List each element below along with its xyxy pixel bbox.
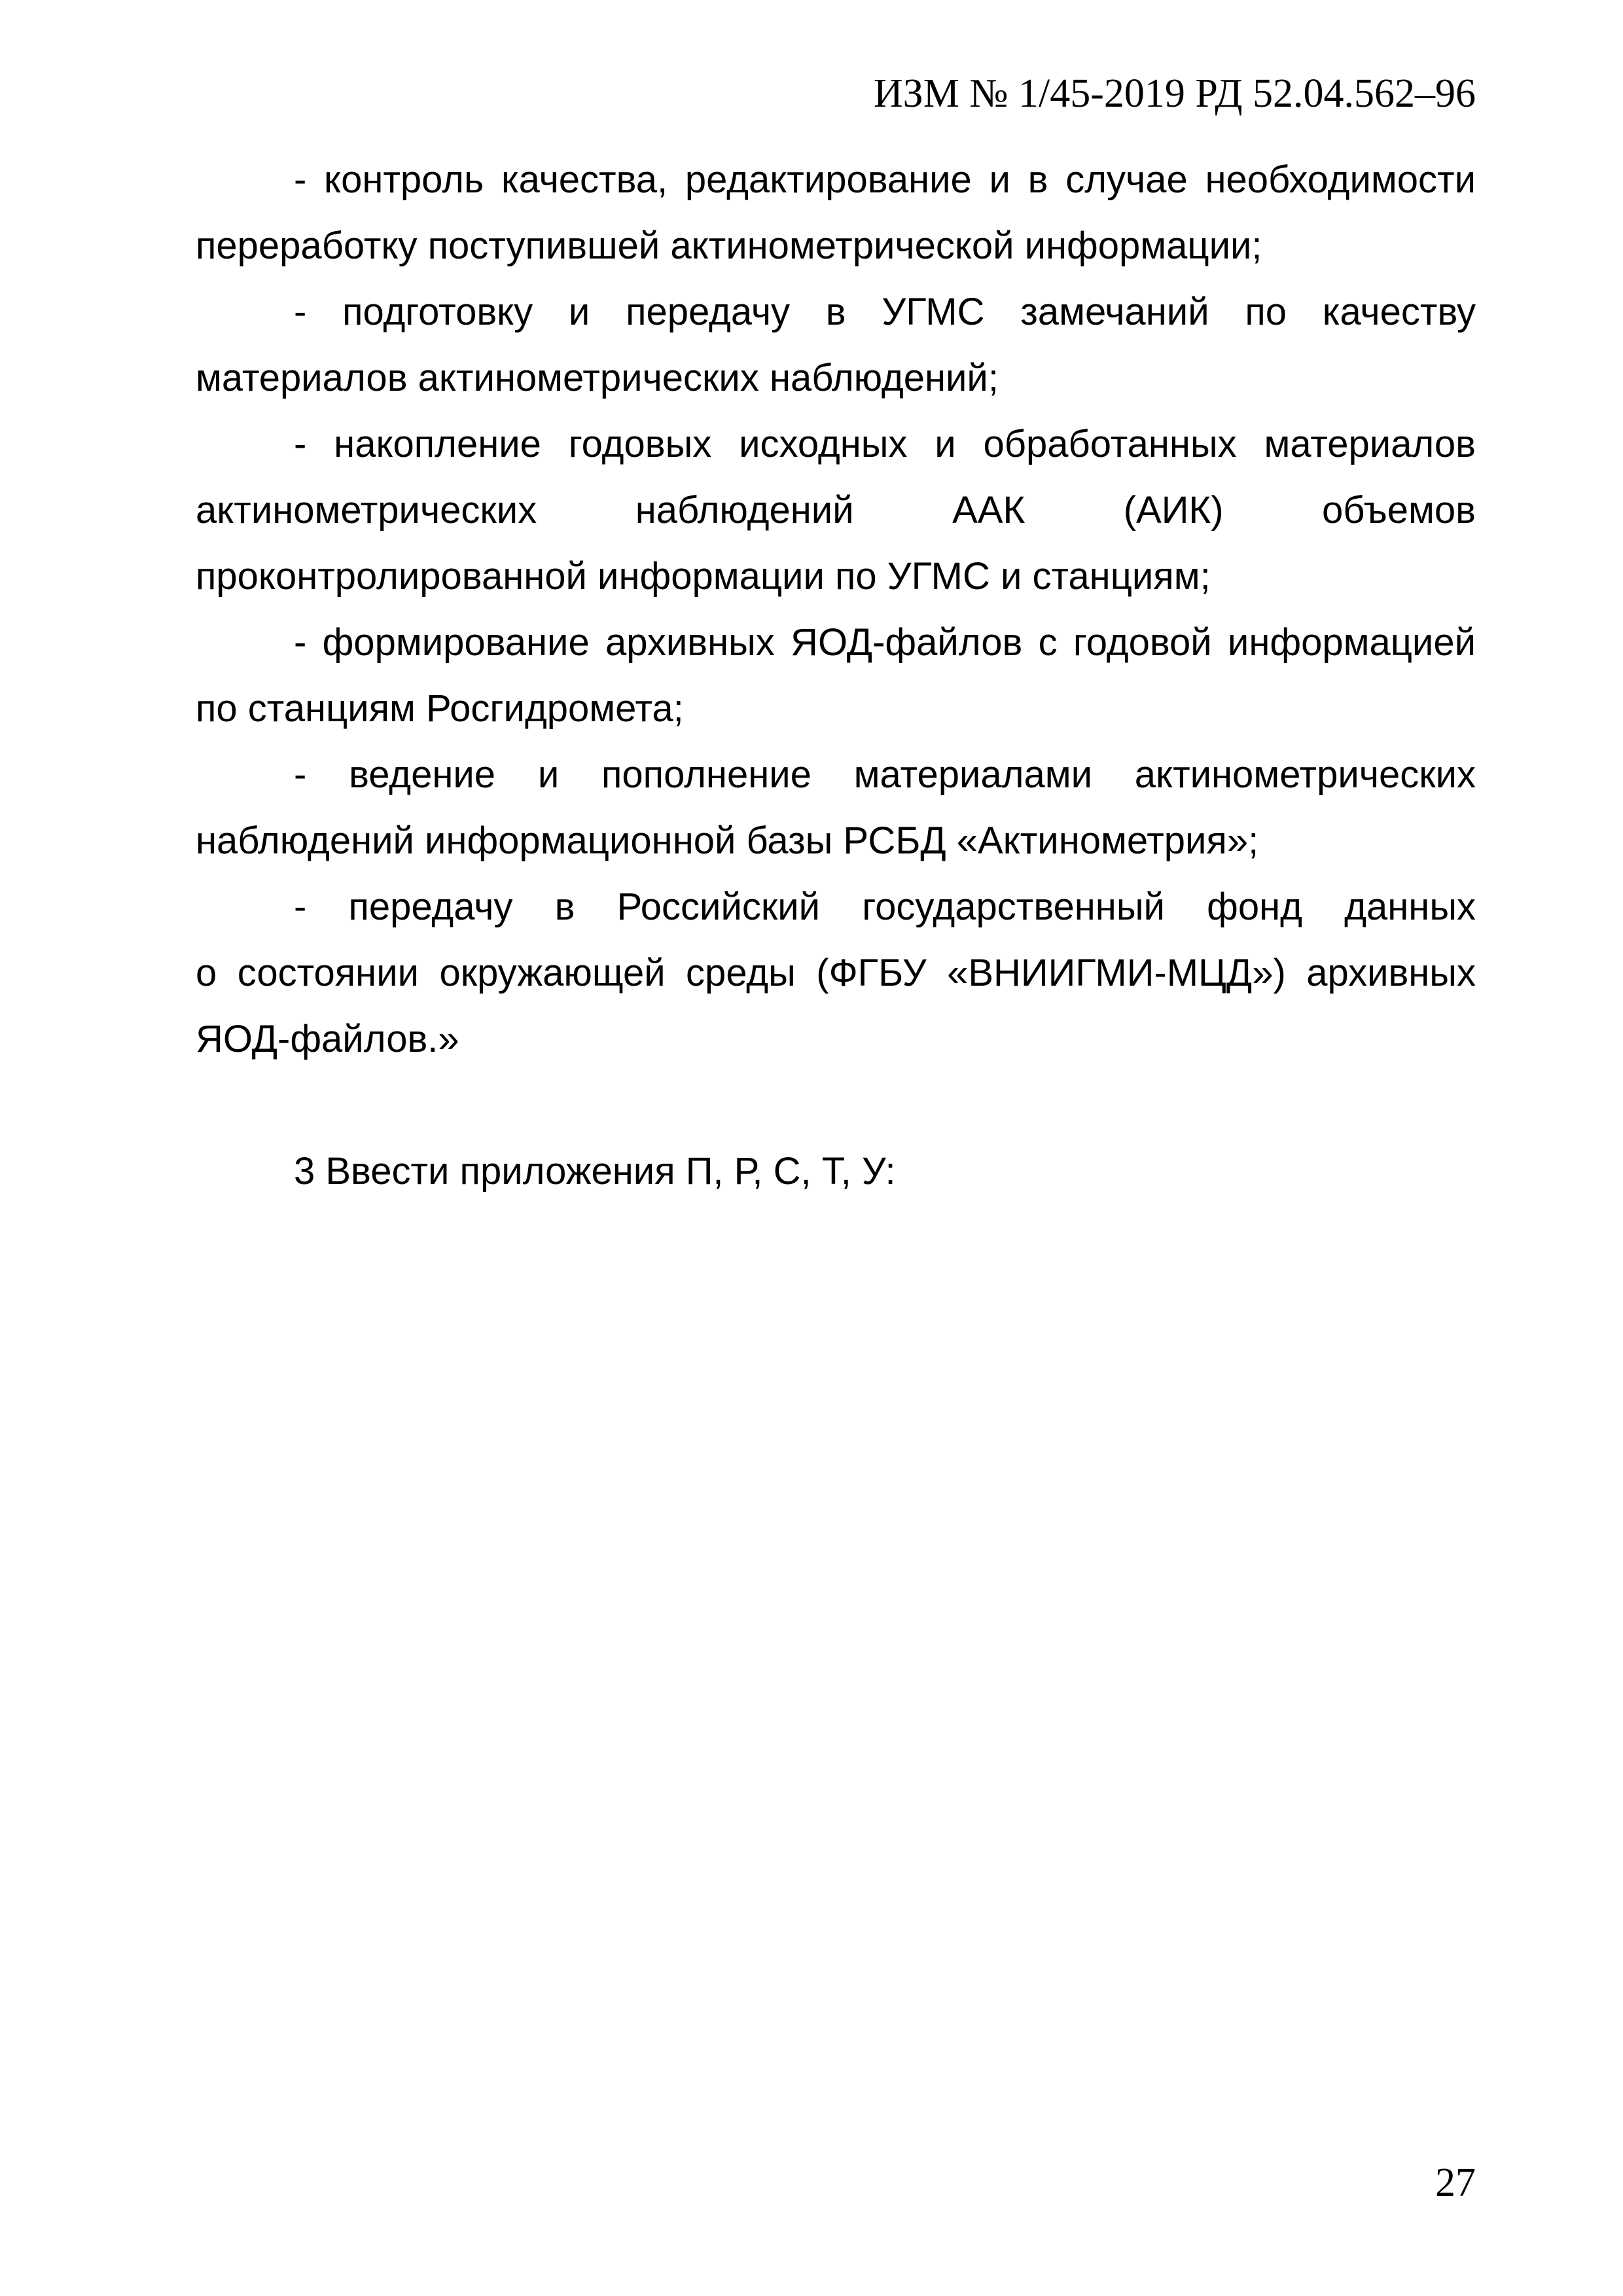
text-line: - ведение и пополнение материалами актинометрических: [294, 753, 1476, 796]
text-line: - контроль качества, редактирование и в случае необходимости: [294, 158, 1476, 201]
document-body: [196, 147, 1476, 1204]
document-header: ИЗМ № 1/45-2019 РД 52.04.562–96: [873, 71, 1476, 116]
text-line: материалов актинометрических наблюдений;: [196, 357, 999, 399]
text-line: - накопление годовых исходных и обработанных материалов: [294, 423, 1476, 465]
text-line: - формирование архивных ЯОД-файлов с годовой информацией: [294, 621, 1476, 664]
list-item: [196, 874, 1476, 1072]
list-item: [196, 411, 1476, 609]
spacer: [196, 1072, 1476, 1138]
list-item: [196, 609, 1476, 742]
text-line: наблюдений информационной базы РСБД «Актинометрия»;: [196, 819, 1259, 862]
text-line: - подготовку и передачу в УГМС замечаний по качеству: [294, 291, 1476, 333]
section-item-3: 3 Ввести приложения П, Р, С, Т, У:: [294, 1150, 896, 1193]
list-item: [196, 147, 1476, 279]
text-line: - передачу в Российский государственный фонд данных: [294, 886, 1476, 928]
text-line: проконтролированной информации по УГМС и станциям;: [196, 555, 1211, 598]
list-item: [196, 742, 1476, 874]
page-number: 27: [1435, 2161, 1476, 2205]
text-line: актинометрических наблюдений ААК (АИК) объемов: [196, 489, 1476, 531]
list-item: [196, 279, 1476, 411]
text-line: переработку поступившей актинометрической информации;: [196, 224, 1262, 267]
text-line: о состоянии окружающей среды (ФГБУ «ВНИИГМИ-МЦД») архивных: [196, 952, 1476, 994]
text-line: по станциям Росгидромета;: [196, 687, 684, 730]
text-line: ЯОД-файлов.»: [196, 1018, 459, 1060]
